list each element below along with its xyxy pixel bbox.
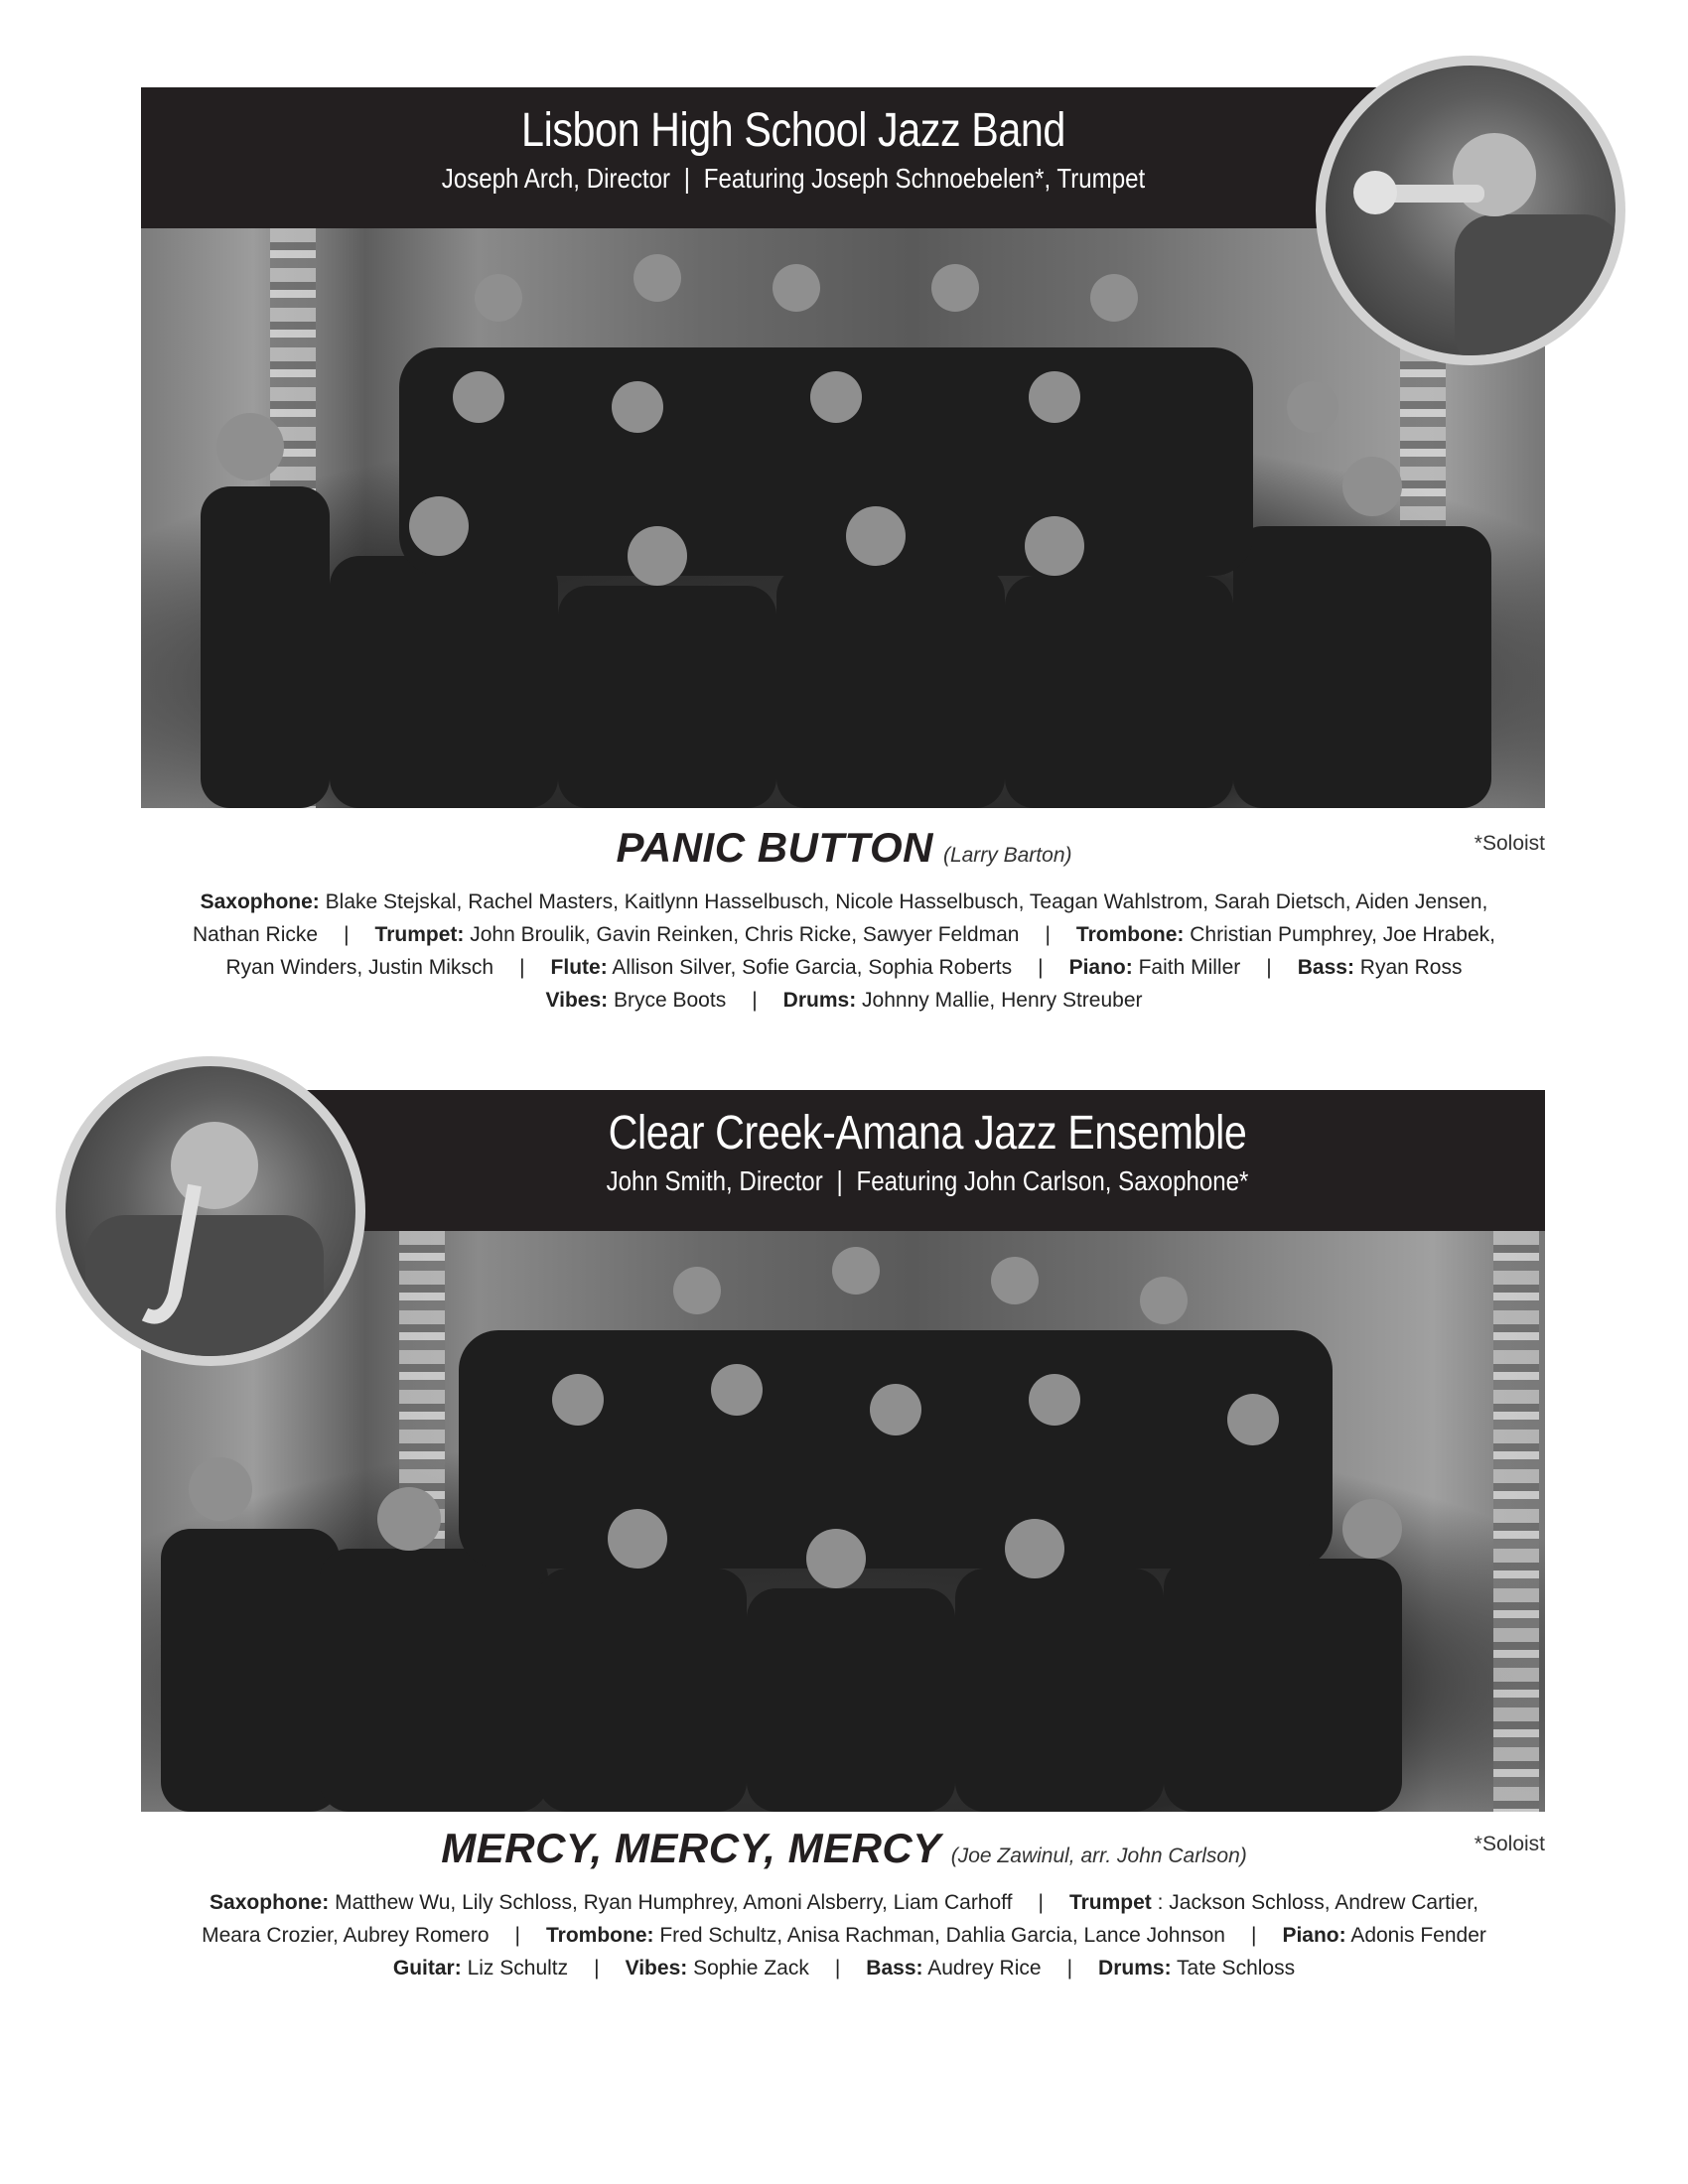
separator: | <box>1038 1891 1044 1914</box>
roster-line <box>169 918 1519 951</box>
instrument-label: Vibes: <box>545 989 609 1012</box>
member-names: Meara Crozier, Aubrey Romero <box>202 1924 490 1947</box>
member-names: Nathan Ricke <box>193 923 319 946</box>
separator: | <box>1038 956 1044 979</box>
member-names: Ryan Ross <box>1359 956 1463 979</box>
separator: | <box>594 1957 600 1979</box>
instrument-label: Bass: <box>866 1957 923 1979</box>
lisbon-band-photo <box>141 228 1545 808</box>
member-names: Adonis Fender <box>1350 1924 1486 1947</box>
featuring: Featuring Joseph Schnoebelen*, Trumpet <box>703 163 1146 194</box>
soloist-trumpet-photo <box>1316 56 1625 365</box>
clear-creek-section <box>0 993 1688 2085</box>
piece-title: MERCY, MERCY, MERCY <box>441 1825 941 1871</box>
roster-line <box>169 1919 1519 1952</box>
lisbon-section <box>0 0 1688 1032</box>
clear-creek-band-photo <box>141 1231 1545 1812</box>
member-names: Sophie Zack <box>693 1957 809 1979</box>
separator: | <box>519 956 525 979</box>
band-title: Clear Creek-Amana Jazz Ensemble <box>608 1107 1247 1160</box>
separator: | <box>1045 923 1051 946</box>
member-names: Faith Miller <box>1138 956 1241 979</box>
saxophone-player-silhouette <box>66 1066 355 1356</box>
roster-line <box>169 1952 1519 1984</box>
member-names: Blake Stejskal, Rachel Masters, Kaitlynn Hasselbusch, Nicole Hasselbusch, Teagan Wahlstrom, Sarah Dietsch, Aiden Jensen, <box>325 890 1488 913</box>
separator: | <box>752 989 758 1012</box>
instrument-label: Flute: <box>550 956 608 979</box>
member-names: Fred Schultz, Anisa Rachman, Dahlia Garcia, Lance Johnson <box>659 1924 1225 1947</box>
trumpet-player-silhouette <box>1326 66 1616 355</box>
piece-heading <box>0 824 1688 872</box>
instrument-label: Trumpet: <box>374 923 465 946</box>
member-names: Bryce Boots <box>613 989 727 1012</box>
band-title: Lisbon High School Jazz Band <box>521 104 1065 157</box>
roster-line <box>169 886 1519 918</box>
instrument-label: Piano: <box>1282 1924 1346 1947</box>
composer: (Larry Barton) <box>942 844 1072 867</box>
instrument-label: Drums: <box>1098 1957 1172 1979</box>
instrument-label: Drums: <box>782 989 857 1012</box>
roster <box>169 1886 1519 1984</box>
member-names: John Broulik, Gavin Reinken, Chris Ricke, Sawyer Feldman <box>470 923 1020 946</box>
member-names: Allison Silver, Sofie Garcia, Sophia Roberts <box>612 956 1013 979</box>
instrument-label: Bass: <box>1297 956 1354 979</box>
separator: | <box>834 1957 841 1979</box>
instrument-label: Saxophone: <box>210 1891 330 1914</box>
separator: | <box>514 1924 520 1947</box>
soloist-saxophone-photo <box>56 1056 365 1366</box>
director: Joseph Arch, Director <box>441 163 670 194</box>
member-names: Tate Schloss <box>1177 1957 1296 1979</box>
instrument-label: Guitar: <box>392 1957 462 1979</box>
soloist-note: *Soloist <box>1474 832 1545 855</box>
piece-title: PANIC BUTTON <box>616 824 933 871</box>
composer: (Joe Zawinul, arr. John Carlson) <box>950 1844 1247 1867</box>
member-names: Liz Schultz <box>467 1957 569 1979</box>
member-names: : Jackson Schloss, Andrew Cartier, <box>1157 1891 1478 1914</box>
member-names: Johnny Mallie, Henry Streuber <box>862 989 1143 1012</box>
separator: | <box>1250 1924 1257 1947</box>
separator: | <box>683 163 691 194</box>
separator: | <box>1266 956 1272 979</box>
band-members-silhouette <box>141 1231 1545 1812</box>
featuring: Featuring John Carlson, Saxophone* <box>856 1165 1249 1196</box>
separator: | <box>836 1165 843 1196</box>
piece-heading <box>0 1825 1688 1872</box>
member-names: Matthew Wu, Lily Schloss, Ryan Humphrey, Amoni Alsberry, Liam Carhoff <box>335 1891 1013 1914</box>
member-names: Christian Pumphrey, Joe Hrabek, <box>1190 923 1495 946</box>
instrument-label: Vibes: <box>625 1957 688 1979</box>
band-subtitle <box>232 159 1354 199</box>
roster-line <box>169 951 1519 984</box>
separator: | <box>344 923 350 946</box>
instrument-label: Piano: <box>1068 956 1133 979</box>
separator: | <box>1066 1957 1073 1979</box>
soloist-note: *Soloist <box>1474 1833 1545 1855</box>
member-names: Ryan Winders, Justin Miksch <box>225 956 494 979</box>
director: John Smith, Director <box>606 1165 823 1196</box>
member-names: Audrey Rice <box>927 1957 1042 1979</box>
instrument-label: Trombone: <box>546 1924 654 1947</box>
roster-line <box>169 1886 1519 1919</box>
instrument-label: Saxophone: <box>200 890 320 913</box>
band-subtitle <box>396 1161 1459 1201</box>
instrument-label: Trombone: <box>1075 923 1185 946</box>
instrument-label: Trumpet <box>1068 1891 1152 1914</box>
band-members-silhouette <box>141 228 1545 808</box>
